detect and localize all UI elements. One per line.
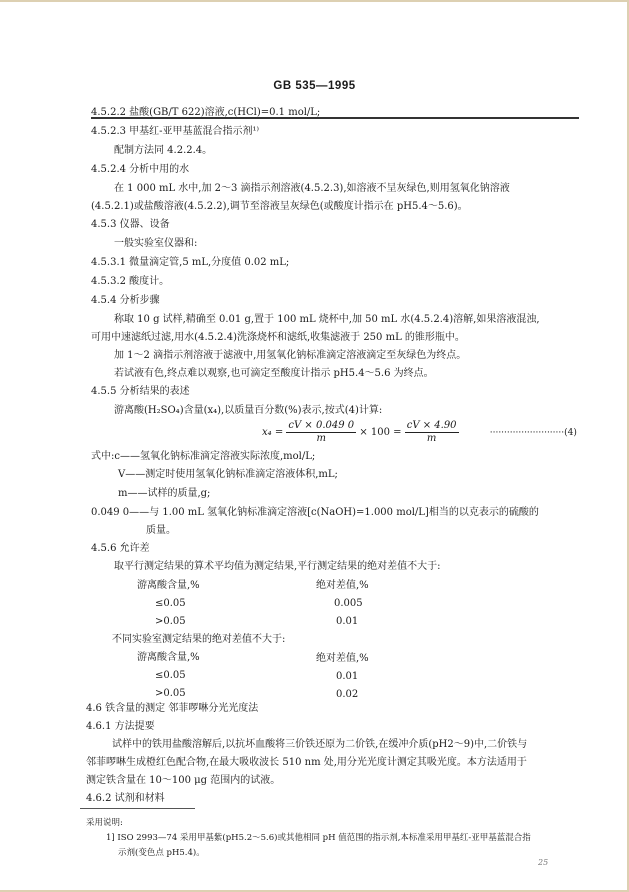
where-m: m——试样的质量,g;: [118, 488, 211, 499]
footnote-rule: [80, 808, 195, 809]
denominator: m: [316, 433, 327, 444]
clause-4-5-5: 4.5.5 分析结果的表述: [91, 386, 190, 397]
where-constant-cont: 质量。: [146, 525, 176, 536]
page-number: 25: [538, 858, 549, 867]
where-v: V——测定时使用氢氧化钠标准滴定溶液体积,mL;: [118, 469, 338, 480]
clause-4-5-6: 4.5.6 允许差: [91, 543, 150, 554]
clause-4-6-2: 4.6.2 试剂和材料: [86, 793, 165, 804]
numerator: cV × 4.90: [406, 420, 457, 431]
table-header: 游离酸含量,%: [137, 652, 200, 663]
denominator: m: [426, 433, 437, 444]
table-cell: 0.01: [336, 616, 359, 627]
footnote-line: 1] ISO 2993—74 采用甲基紫(pH5.2～5.6)或其他相同 pH 值范围的指示剂,本标准采用甲基红-亚甲基蓝混合指: [106, 833, 531, 843]
clause-4-6: 4.6 铁含量的测定 邻菲啰啉分光光度法: [86, 703, 259, 714]
clause-4-6-1: 4.6.1 方法提要: [86, 721, 155, 732]
clause-4-5-3-1: 4.5.3.1 微量滴定管,5 mL,分度值 0.02 mL;: [91, 257, 290, 268]
clause-4-5-3-2: 4.5.3.2 酸度计。: [91, 276, 170, 287]
equation-number: ··························(4): [489, 428, 577, 438]
paragraph: 在 1 000 mL 水中,加 2～3 滴指示剂溶液(4.5.2.3),如溶液不呈灰绿色,则用氢氧化钠溶液: [114, 183, 510, 194]
table-cell: >0.05: [155, 616, 186, 627]
numerator: cV × 0.049 0: [288, 420, 355, 431]
table-cell: >0.05: [155, 688, 186, 699]
footnote-line: 示剂(变色点 pH5.4)。: [118, 848, 205, 858]
table-cell: 0.02: [336, 689, 359, 700]
formula-lhs: x₄ =: [262, 427, 284, 438]
clause-4-5-2-2: 4.5.2.2 盐酸(GB/T 622)溶液,c(HCl)=0.1 mol/L;: [91, 107, 321, 118]
paragraph: 称取 10 g 试样,精确至 0.01 g,置于 100 mL 烧杯中,加 50 mL 水(4.5.2.4)溶解,如果溶液混浊,: [114, 314, 540, 325]
table-cell: 0.005: [334, 598, 363, 609]
paragraph: 配制方法同 4.2.2.4。: [114, 145, 213, 156]
paragraph: 测定铁含量在 10～100 μg 范围内的试液。: [86, 775, 281, 786]
paragraph: 游离酸(H₂SO₄)含量(x₄),以质量百分数(%)表示,按式(4)计算:: [114, 405, 383, 416]
paragraph: 不同实验室测定结果的绝对差值不大于:: [112, 634, 286, 645]
paragraph: 加 1～2 滴指示剂溶液于滤液中,用氢氧化钠标准滴定溶液滴定至灰绿色为终点。: [114, 350, 467, 361]
table-cell: ≤0.05: [155, 598, 186, 609]
paragraph: 可用中速滤纸过滤,用水(4.5.2.4)洗涤烧杯和滤纸,收集滤液于 250 mL 的锥形瓶中。: [91, 332, 465, 343]
paragraph: 一般实验室仪器和:: [114, 238, 198, 249]
formula-4: [262, 420, 577, 448]
paragraph: (4.5.2.1)或盐酸溶液(4.5.2.2),调节至溶液呈灰绿色(或酸度计指示在 pH5.4～5.6)。: [91, 201, 468, 212]
table-cell: ≤0.05: [155, 670, 186, 681]
footnote-title: 采用说明:: [86, 818, 123, 828]
formula-mid: × 100 =: [359, 427, 402, 438]
paragraph: 取平行测定结果的算术平均值为测定结果,平行测定结果的绝对差值不大于:: [114, 561, 441, 572]
table-header: 绝对差值,%: [316, 653, 369, 664]
clause-4-5-4: 4.5.4 分析步骤: [91, 295, 160, 306]
clause-4-5-3: 4.5.3 仪器、设备: [91, 219, 170, 230]
clause-4-5-2-4: 4.5.2.4 分析中用的水: [91, 164, 190, 175]
clause-4-5-2-3: 4.5.2.3 甲基红-亚甲基蓝混合指示剂¹⁾: [91, 126, 260, 137]
table-cell: 0.01: [336, 671, 359, 682]
table-header: 游离酸含量,%: [137, 580, 200, 591]
fraction: [405, 420, 459, 445]
where-constant: 0.049 0——与 1.00 mL 氢氧化钠标准滴定溶液[c(NaOH)=1.000 mol/L]相当的以克表示的硫酸的: [91, 507, 539, 518]
where-c: 式中:c——氢氧化钠标准滴定溶液实际浓度,mol/L;: [91, 451, 316, 462]
paragraph: 试样中的铁用盐酸溶解后,以抗坏血酸将三价铁还原为二价铁,在缓冲介质(pH2～9)中,二价铁与: [112, 739, 528, 750]
fraction: [286, 420, 356, 445]
standard-number-header: GB 535—1995: [273, 80, 356, 92]
paragraph: 邻菲啰啉生成橙红色配合物,在最大吸收波长 510 nm 处,用分光光度计测定其吸光度。本方法适用于: [86, 757, 527, 768]
table-header: 绝对差值,%: [316, 580, 369, 591]
paragraph: 若试液有色,终点难以观察,也可滴定至酸度计指示 pH5.4～5.6 为终点。: [114, 368, 434, 379]
